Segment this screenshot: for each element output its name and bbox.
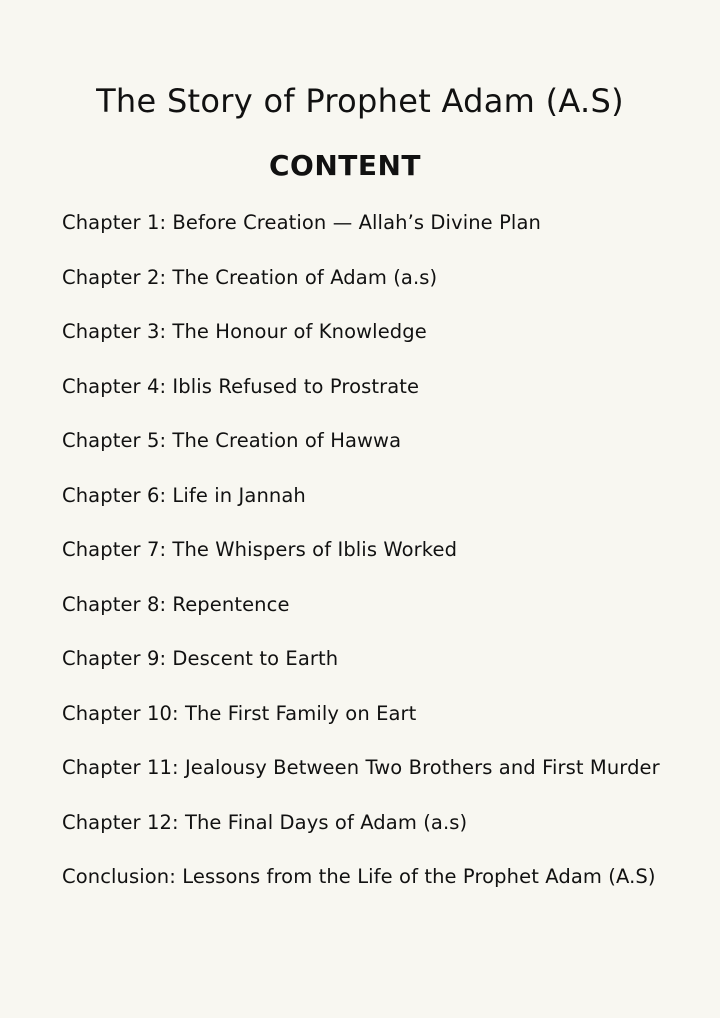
toc-entry-chapter-11: Chapter 11: Jealousy Between Two Brothers and First Murder [62, 756, 660, 779]
toc-entry-chapter-8: Chapter 8: Repentence [62, 592, 290, 616]
toc-entry-conclusion: Conclusion: Lessons from the Life of the Prophet Adam (A.S) [62, 865, 656, 888]
page-title: The Story of Prophet Adam (A.S) [96, 82, 624, 120]
contents-heading: CONTENT [268, 149, 422, 182]
toc-entry-chapter-2: Chapter 2: The Creation of Adam (a.s) [62, 265, 438, 289]
toc-entry-chapter-4: Chapter 4: Iblis Refused to Prostrate [62, 374, 420, 398]
toc-entry-chapter-5: Chapter 5: The Creation of Hawwa [62, 429, 402, 452]
toc-entry-chapter-12: Chapter 12: The Final Days of Adam (a.s) [62, 810, 468, 834]
toc-entry-chapter-6: Chapter 6: Life in Jannah [62, 483, 306, 507]
table-of-contents [62, 204, 702, 913]
toc-entry-chapter-9: Chapter 9: Descent to Earth [62, 647, 339, 670]
toc-entry-chapter-1: Chapter 1: Before Creation — Allah’s Divine Plan [62, 211, 541, 234]
toc-entry-chapter-3: Chapter 3: The Honour of Knowledge [62, 320, 427, 343]
toc-entry-chapter-10: Chapter 10: The First Family on Eart [62, 701, 417, 725]
toc-entry-chapter-7: Chapter 7: The Whispers of Iblis Worked [62, 538, 458, 561]
